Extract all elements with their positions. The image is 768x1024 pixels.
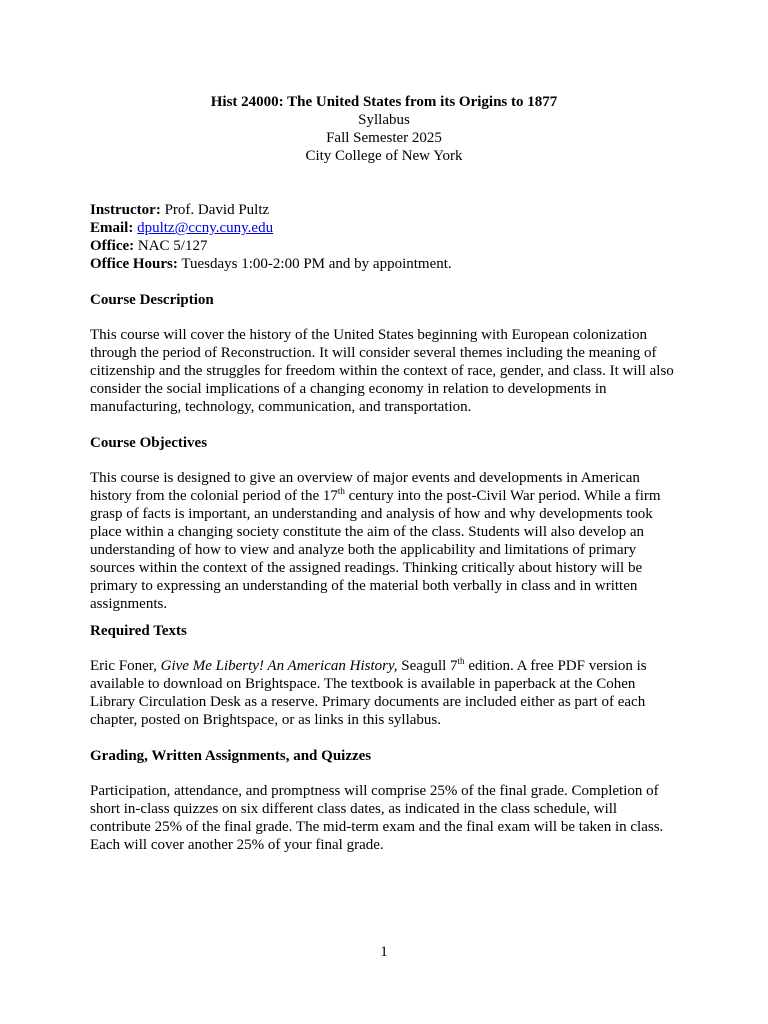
instructor-name: Prof. David Pultz xyxy=(160,202,270,218)
instructor-info xyxy=(90,201,670,273)
paragraph-line: available to download on Brightspace. The textbook is available in paperback at the Cohen xyxy=(90,676,636,692)
ordinal-superscript: th xyxy=(457,656,465,666)
course-title: Hist 24000: The United States from its Origins to 1877 xyxy=(210,94,558,110)
office-location: NAC 5/127 xyxy=(134,238,208,254)
office-hours-value: Tuesdays 1:00-2:00 PM and by appointment. xyxy=(177,256,452,272)
paragraph-line: grasp of facts is important, an understanding and analysis of how and why developments took xyxy=(90,506,653,522)
paragraph-line: citizenship and the struggles for freedom within the context of race, gender, and class. It will also xyxy=(90,363,674,379)
paragraph-line: manufacturing, technology, communication, and transportation. xyxy=(90,399,472,415)
course-objectives-heading: Course Objectives xyxy=(90,435,208,451)
text-run: Seagull 7 xyxy=(397,658,458,674)
email-link[interactable]: dpultz@ccny.cuny.edu xyxy=(137,220,274,236)
course-description-heading: Course Description xyxy=(90,292,214,308)
institution: City College of New York xyxy=(305,148,463,164)
grading-text xyxy=(90,782,668,854)
paragraph-line: short in-class quizzes on six different class dates, as indicated in the class schedule, will xyxy=(90,801,618,817)
paragraph-line: primary to expressing an understanding of the material both verbally in class and in written xyxy=(90,578,638,594)
office-line xyxy=(90,237,670,255)
paragraph-line xyxy=(90,487,668,505)
paragraph-line: place within a changing society constitute the aim of the class. Students will also develop an xyxy=(90,524,645,540)
email-label: Email: xyxy=(90,220,134,236)
text-run: history from the colonial period of the 17 xyxy=(90,488,338,504)
paragraph-line: Library Circulation Desk as a reserve. Primary documents are included either as part of each xyxy=(90,694,646,710)
text-run: edition. A free PDF version is xyxy=(464,658,647,674)
required-texts-text xyxy=(90,657,668,729)
paragraph-line: contribute 25% of the final grade. The mid-term exam and the final exam will be taken in class. xyxy=(90,819,664,835)
paragraph-line: This course is designed to give an overview of major events and developments in American xyxy=(90,470,640,486)
title-block xyxy=(0,93,768,165)
instructor-line xyxy=(90,201,670,219)
paragraph-line: through the period of Reconstruction. It will consider several themes including the meaning of xyxy=(90,345,657,361)
paragraph-line: consider the social implications of a changing economy in relation to developments in xyxy=(90,381,607,397)
paragraph-line: This course will cover the history of the United States beginning with European colonization xyxy=(90,327,647,343)
email-line xyxy=(90,219,670,237)
semester: Fall Semester 2025 xyxy=(326,130,442,146)
paragraph-line xyxy=(90,657,668,675)
instructor-label: Instructor: xyxy=(90,202,161,218)
course-description-text xyxy=(90,326,674,416)
text-run: Eric Foner, xyxy=(90,658,161,674)
paragraph-line: Participation, attendance, and promptness will comprise 25% of the final grade. Completion of xyxy=(90,783,659,799)
book-title: Give Me Liberty! An American History, xyxy=(160,658,398,674)
paragraph-line: assignments. xyxy=(90,596,168,612)
page-number: 1 xyxy=(380,944,388,960)
paragraph-line: sources within the context of the assigned readings. Thinking critically about history will be xyxy=(90,560,643,576)
required-texts-heading: Required Texts xyxy=(90,623,187,639)
office-hours-label: Office Hours: xyxy=(90,256,178,272)
office-hours-line xyxy=(90,255,670,273)
grading-heading: Grading, Written Assignments, and Quizzes xyxy=(90,748,372,764)
text-run: century into the post-Civil War period. While a firm xyxy=(344,488,661,504)
ordinal-superscript: th xyxy=(337,486,345,496)
paragraph-line: understanding of how to view and analyze both the applicability and limitations of primary xyxy=(90,542,637,558)
paragraph-line: chapter, posted on Brightspace, or as links in this syllabus. xyxy=(90,712,442,728)
course-objectives-text xyxy=(90,469,668,613)
office-label: Office: xyxy=(90,238,135,254)
paragraph-line: Each will cover another 25% of your final grade. xyxy=(90,837,384,853)
document-type: Syllabus xyxy=(358,112,410,128)
